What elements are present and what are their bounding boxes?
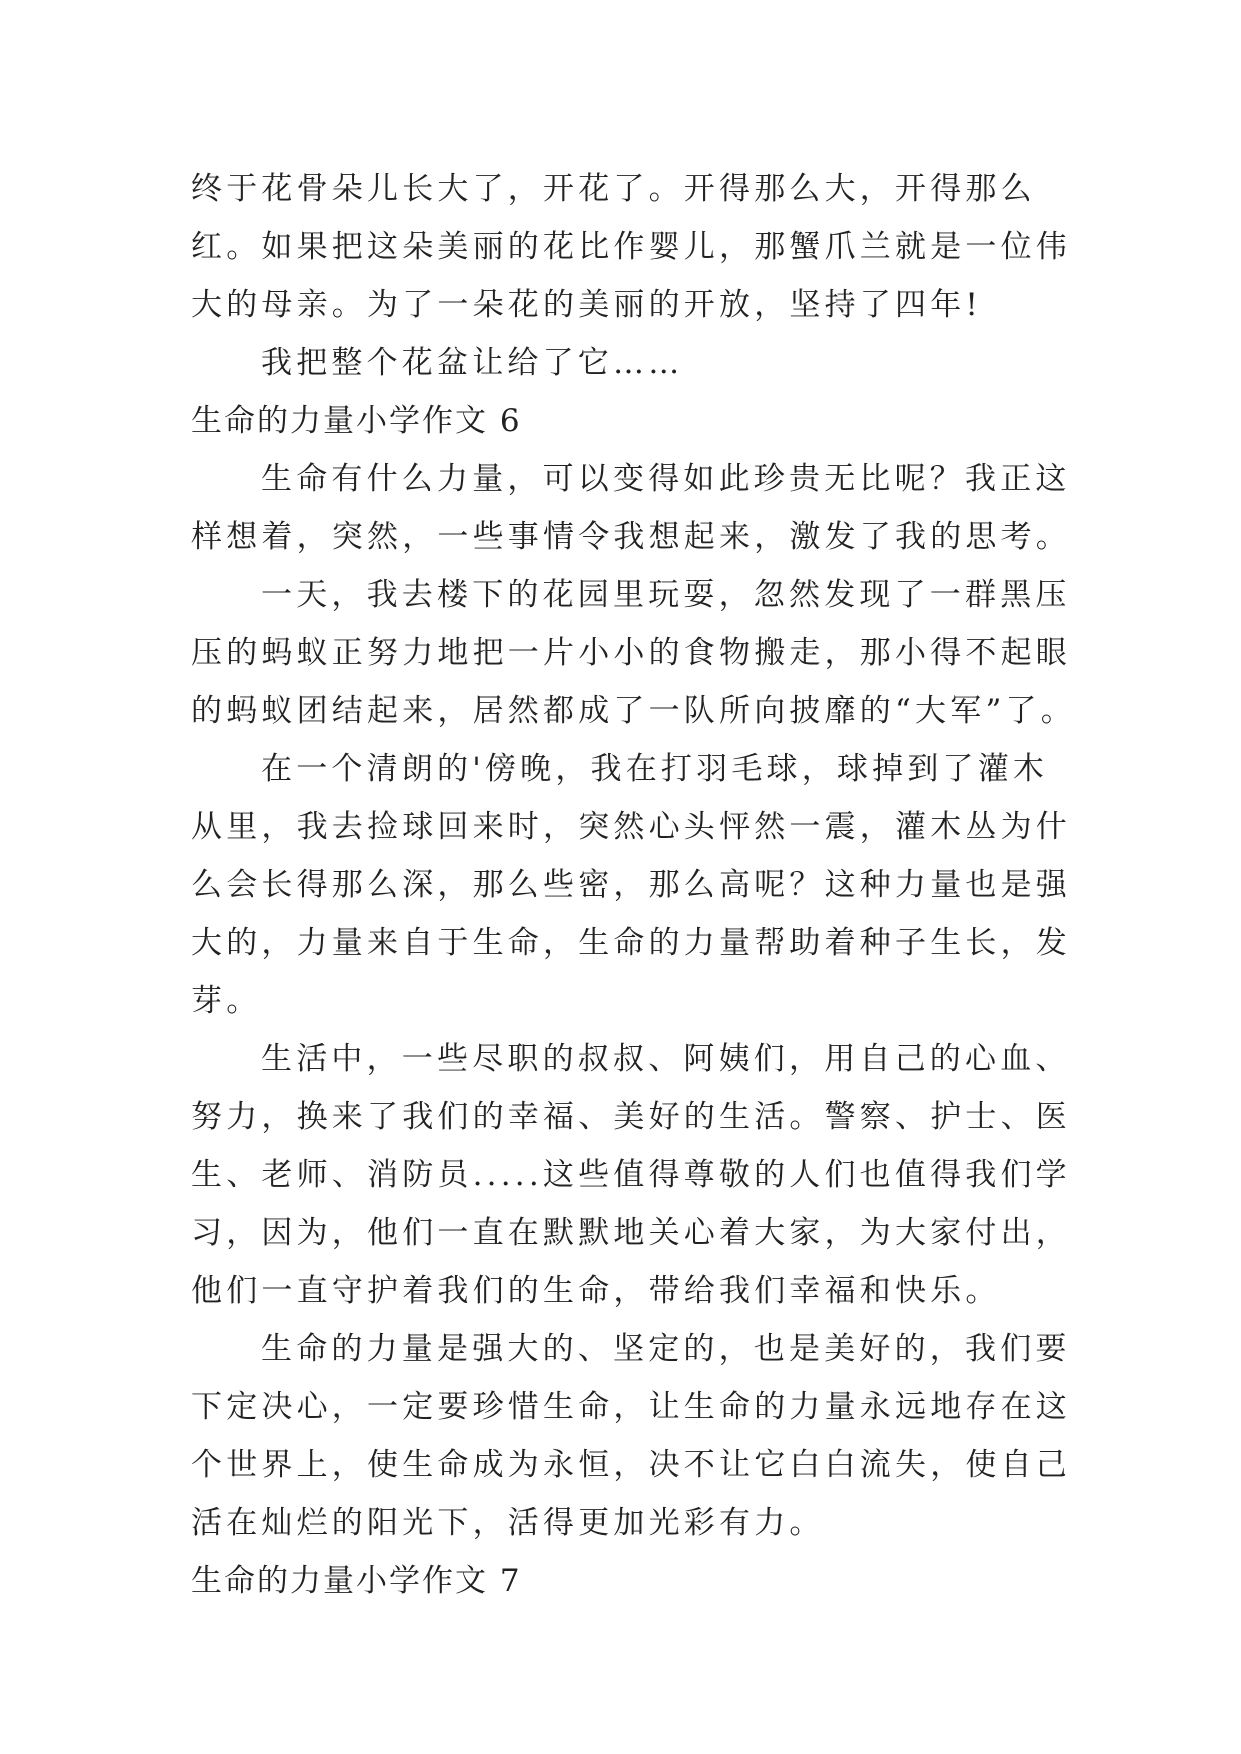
paragraph: 终于花骨朵儿长大了，开花了。开得那么大，开得那么红。如果把这朵美丽的花比作婴儿，那蟹爪兰就是一位伟大的母亲。为了一朵花的美丽的开放，坚持了四年! — [191, 171, 1071, 323]
paragraph: 生命有什么力量，可以变得如此珍贵无比呢？我正这样想着，突然，一些事情令我想起来，激发了我的思考。 — [191, 461, 1071, 555]
paragraph: 生命的力量是强大的、坚定的，也是美好的，我们要下定决心，一定要珍惜生命，让生命的力量永远地存在这个世界上，使生命成为永恒，决不让它白白流失，使自己活在灿烂的阳光下，活得更加光彩有力。 — [191, 1331, 1071, 1541]
paragraph: 一天，我去楼下的花园里玩耍，忽然发现了一群黑压压的蚂蚁正努力地把一片小小的食物搬走，那小得不起眼的蚂蚁团结起来，居然都成了一队所向披靡的“大军”了。 — [191, 577, 1076, 729]
section-heading: 生命的力量小学作文 7 — [191, 1563, 522, 1599]
section-heading: 生命的力量小学作文 6 — [191, 403, 522, 439]
paragraph: 我把整个花盆让给了它…… — [261, 345, 684, 381]
document-page — [191, 160, 1076, 1610]
paragraph: 在一个清朗的'傍晚，我在打羽毛球，球掉到了灌木从里，我去捡球回来时，突然心头怦然一震，灌木丛为什么会长得那么深，那么些密，那么高呢？这种力量也是强大的，力量来自于生命，生命的力量帮助着种子生长，发芽。 — [191, 751, 1071, 1019]
paragraph: 生活中，一些尽职的叔叔、阿姨们，用自己的心血、努力，换来了我们的幸福、美好的生活。警察、护士、医生、老师、消防员.....这些值得尊敬的人们也值得我们学习，因为，他们一直在默默地关心着大家，为大家付出，他们一直守护着我们的生命，带给我们幸福和快乐。 — [191, 1041, 1071, 1309]
